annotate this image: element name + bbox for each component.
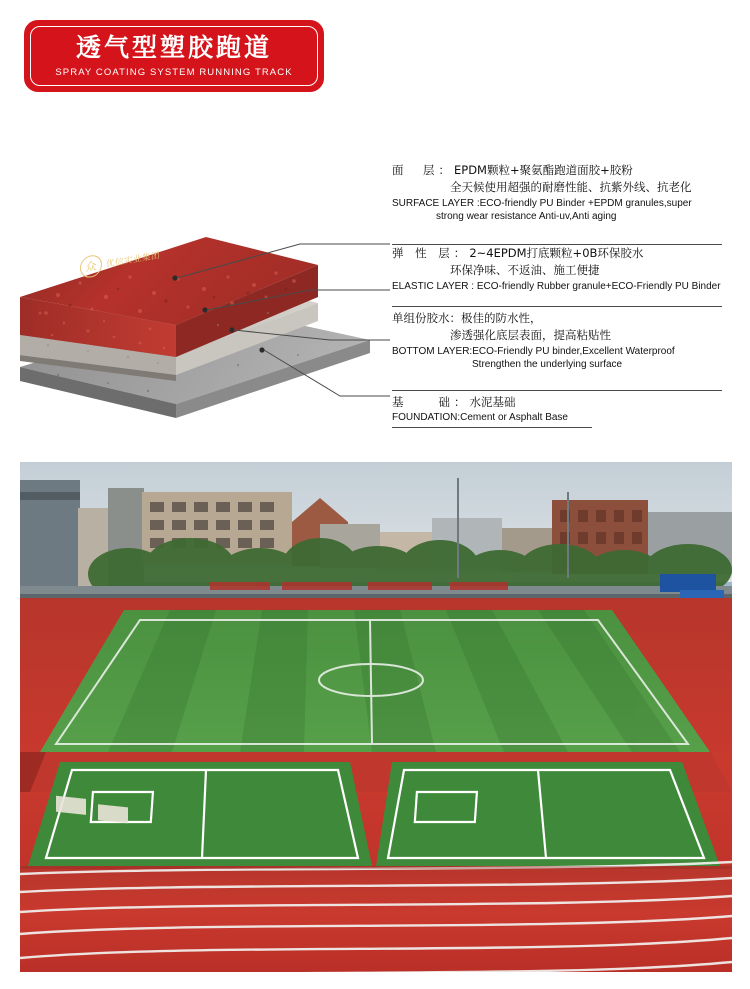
slab-illustration	[18, 185, 378, 435]
layer-0-desc-cn-2: 全天候使用超强的耐磨性能、抗紫外线、抗老化	[450, 180, 692, 195]
layer-2-desc-en-2: Strengthen the underlying surface	[472, 359, 623, 370]
callout-foundation	[392, 394, 568, 425]
layer-2-name: 单组份胶水：	[392, 311, 461, 325]
layer-2-desc-cn-1: 极佳的防水性，	[461, 311, 542, 325]
layer-2-name-desc	[392, 310, 675, 327]
title-banner-inner	[30, 26, 318, 86]
layer-0-desc-en-2: strong wear resistance Anti-uv,Anti aging	[436, 211, 617, 222]
layer-2-desc-cn-2: 渗透强化底层表面，提高粘贴性	[450, 328, 611, 343]
logo-text: 优信实业集团	[106, 250, 161, 270]
track-photo	[20, 462, 732, 972]
title-banner	[24, 20, 324, 92]
page-title-en: SPRAY COATING SYSTEM RUNNING TRACK	[55, 67, 293, 79]
callout-surface-layer	[392, 162, 692, 224]
layer-3-name-desc	[392, 394, 568, 411]
layer-0-desc-en-1: SURFACE LAYER :ECO-friendly PU Binder +EPDM granules,super	[392, 197, 692, 209]
page-title-cn: 透气型塑胶跑道	[75, 32, 272, 62]
layer-structure-diagram	[0, 150, 750, 450]
layer-3-name: 基 础：	[392, 395, 470, 409]
divider-3	[392, 427, 592, 428]
logo-mark-icon: 众	[80, 254, 102, 280]
layer-0-name-desc	[392, 162, 692, 179]
callout-bottom-layer	[392, 310, 675, 372]
layer-1-desc-cn-2: 环保净味、不返油、施工便捷	[450, 263, 600, 278]
layer-1-desc-cn-1: 2~4EPDM打底颗粒+0B环保胶水	[469, 246, 644, 260]
divider-1	[392, 306, 722, 307]
layer-1-desc-en-1: ELASTIC LAYER : ECO-friendly Rubber granule+ECO-Friendly PU Binder	[392, 280, 721, 292]
layer-0-name: 面 层：	[392, 163, 454, 177]
layer-1-name-desc	[392, 245, 721, 262]
layer-1-name: 弹 性 层：	[392, 246, 470, 260]
slab-svg	[18, 185, 378, 435]
callout-elastic-layer	[392, 245, 721, 293]
track-photo-svg	[20, 462, 732, 972]
layer-3-desc-cn-1: 水泥基础	[469, 395, 516, 409]
layer-3-desc-en-1: FOUNDATION:Cement or Asphalt Base	[392, 412, 568, 424]
layer-0-desc-cn-1: EPDM颗粒+聚氨酯跑道面胶+胶粉	[454, 163, 633, 177]
layer-2-desc-en-1: BOTTOM LAYER:ECO-Friendly PU binder,Excellent Waterproof	[392, 345, 675, 357]
divider-2	[392, 390, 722, 391]
